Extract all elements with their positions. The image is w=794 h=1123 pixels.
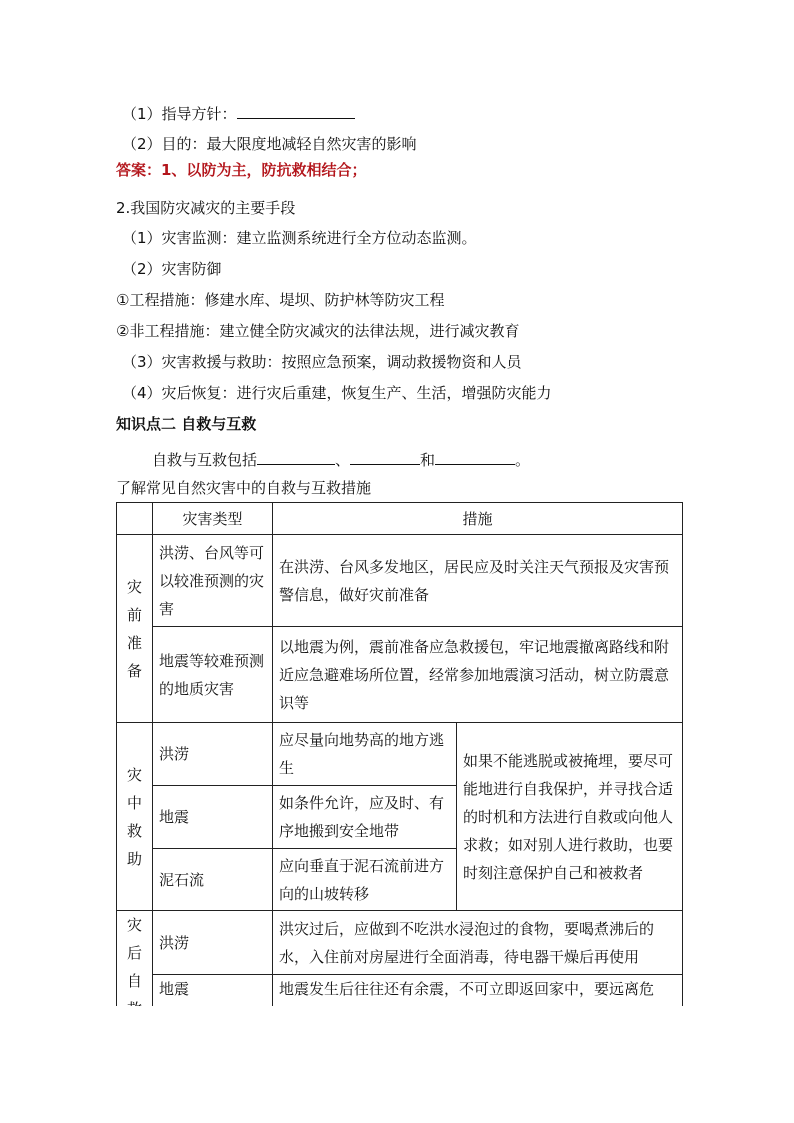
header-measures: 措施 [273,503,683,535]
fill-in-prefix: 自救与互救包括 [152,451,258,469]
measure-cell: 如条件允许，应及时、有序地搬到安全地带 [273,786,457,849]
fill-in-blank-3 [435,448,515,465]
measure-cell: 应尽量向地势高的地方逃生 [273,723,457,786]
header-disaster-type: 灾害类型 [153,503,273,535]
header-empty-cell [117,503,153,535]
fill-in-blank-1 [257,448,335,465]
disaster-type-cell: 地震 [153,786,273,849]
page-cutoff [114,1006,694,1123]
fill-in-sep-2: 和 [420,451,436,469]
group-during-disaster: 灾中救助 [117,723,153,911]
measure-cell: 在洪涝、台风多发地区，居民应及时关注天气预报及灾害预警信息，做好灾前准备 [273,535,683,627]
measure-cell: 应向垂直于泥石流前进方向的山坡转移 [273,849,457,911]
disaster-type-cell: 地震等较难预测的地质灾害 [153,627,273,723]
knowledge-point-heading: 知识点二 自救与互救 [116,415,257,433]
guiding-principle-label: （1）指导方针： [122,105,237,123]
guiding-principle-blank [237,102,355,119]
self-rescue-table [116,502,683,1039]
table-row [117,911,683,975]
section2-title: 2.我国防灾减灾的主要手段 [116,199,296,217]
group-before-disaster: 灾前准备 [117,535,153,723]
fill-in-end: 。 [515,451,531,469]
disaster-type-cell: 洪涝、台风等可以较准预测的灾害 [153,535,273,627]
table-row [117,627,683,723]
answer-line: 答案：1、以防为主，防抗救相结合； [116,161,367,179]
table-intro: 了解常见自然灾害中的自救与互救措施 [116,479,372,497]
common-measure-cell: 如果不能逃脱或被掩埋，要尽可能地进行自我保护，并寻找合适的时机和方法进行自救或向他人求救；如对别人进行救助，也要时刻注意保护自己和被救者 [457,723,683,911]
fill-in-line [152,448,530,470]
disaster-type-cell: 地震 [153,975,273,1039]
fill-in-sep-1: 、 [335,451,351,469]
section2-item-2: （2）灾害防御 [122,260,222,278]
table-row [117,535,683,627]
section2-item-3: ①工程措施：修建水库、堤坝、防护林等防灾工程 [116,291,445,309]
fill-in-blank-2 [350,448,420,465]
group-after-disaster: 灾后自 [117,911,153,1039]
disaster-type-cell: 洪涝 [153,723,273,786]
guiding-principle-line [122,102,355,124]
purpose-line: （2）目的：最大限度地减轻自然灾害的影响 [122,135,417,153]
section2-item-6: （4）灾后恢复：进行灾后重建，恢复生产、生活，增强防灾能力 [122,384,552,402]
disaster-type-cell: 洪涝 [153,911,273,975]
measure-cell: 洪灾过后，应做到不吃洪水浸泡过的食物，要喝煮沸后的水，入住前对房屋进行全面消毒，待电器干燥后再使用 [273,911,683,975]
measure-cell: 地震发生后往往还有余震，不可立即返回家中，要远离危 [273,975,683,1039]
disaster-type-cell: 泥石流 [153,849,273,911]
section2-item-1: （1）灾害监测：建立监测系统进行全方位动态监测。 [122,229,477,247]
table-header-row [117,503,683,535]
section2-item-5: （3）灾害救援与救助：按照应急预案，调动救援物资和人员 [122,353,522,371]
table-row [117,723,683,786]
section2-item-4: ②非工程措施：建立健全防灾减灾的法律法规，进行减灾教育 [116,322,520,340]
measure-cell: 以地震为例，震前准备应急救援包，牢记地震撤离路线和附近应急避难场所位置，经常参加地震演习活动，树立防震意识等 [273,627,683,723]
